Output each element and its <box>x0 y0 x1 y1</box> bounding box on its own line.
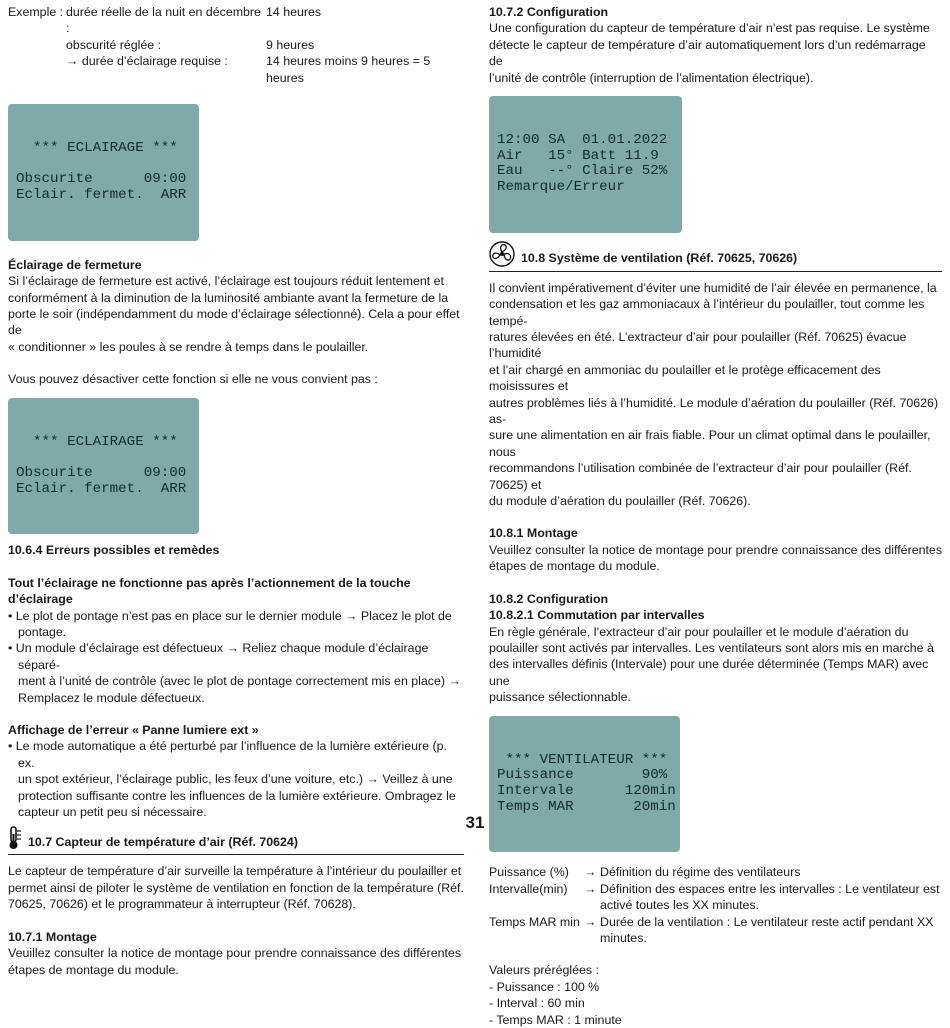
paragraph-line: sure une alimentation en air frais fiable. Pour un climat optimal dans le poulailler, nous <box>489 428 931 459</box>
bullet-line: • Un module d’éclairage est défectueux → Reliez chaque module d’éclairage séparé- <box>8 641 429 672</box>
example-key-1: durée réelle de la nuit en décembre : <box>66 5 261 36</box>
bullet-line: ment à l’unité de contrôle (avec le plot de pontage correctement mis en place) → <box>18 674 461 689</box>
lcd-line <box>16 450 191 466</box>
paragraph-line: Une configuration du capteur de température d’air n’est pas requise. Le système <box>489 21 930 36</box>
heading-errors: 10.6.4 Erreurs possibles et remèdes <box>8 543 220 558</box>
lcd-line: Eau --° Claire 52% <box>497 163 668 180</box>
paragraph-line: condensation et les gaz ammoniacaux à l’intérieur du poulailler, tout comme les tempé- <box>489 297 925 328</box>
heading-10-7-1: 10.7.1 Montage <box>8 929 97 944</box>
section-header-10-8 <box>489 241 942 272</box>
def-desc: Durée de la ventilation : Le ventilateur reste actif pendant XX <box>600 914 934 929</box>
lcd-display-eclairage-1 <box>8 104 199 241</box>
lcd-line: 12:00 SA 01.01.2022 <box>497 132 668 149</box>
paragraph-line: Il convient impérativement d’éviter une humidité de l’air élevée en permanence, la <box>489 280 937 295</box>
example-value-2: 9 heures <box>266 37 315 52</box>
definition-list <box>489 864 942 946</box>
paragraph-line: permet ainsi de piloter le système de ventilation en fonction de la température (Réf. <box>8 880 464 895</box>
lcd-line: *** ECLAIRAGE *** <box>16 433 178 450</box>
preset-item: - Interval : 60 min <box>489 996 585 1011</box>
paragraph-line: conformément à la diminution de la luminosité ambiante avant la fermeture de la <box>8 290 449 305</box>
heading-10-7-2: 10.7.2 Configuration <box>489 5 609 19</box>
paragraph-line: l’unité de contrôle (interruption de l’alimentation électrique). <box>489 70 814 85</box>
def-desc-cont: activé toutes les XX minutes. <box>600 898 760 913</box>
heading-eclairage-fermeture: Éclairage de fermeture <box>8 257 142 272</box>
paragraph-line: étapes de montage du module. <box>489 559 660 574</box>
paragraph-line: En règle générale, l’extracteur d’air pour poulailler et le module d’aération du <box>489 624 909 639</box>
example-value-3: 14 heures moins 9 heures = 5 heures <box>266 54 431 85</box>
lcd-line: *** VENTILATEUR *** <box>497 751 668 768</box>
lcd-display-status <box>489 96 682 233</box>
def-term: Temps MAR min <box>489 914 580 929</box>
arrow-icon: → <box>584 865 597 880</box>
page-number: 31 <box>465 813 485 832</box>
example-block <box>8 4 464 86</box>
heading-error-1-cont: d’éclairage <box>8 592 73 607</box>
lcd-line <box>16 157 191 173</box>
arrow-icon: → <box>584 914 597 929</box>
def-desc: Définition des espaces entre les intervalles : Le ventilateur est <box>600 881 940 896</box>
heading-10-8-2: 10.8.2 Configuration <box>489 591 609 606</box>
bullet-line: capteur un petit peu si nécessaire. <box>18 805 207 820</box>
lcd-display-ventilateur <box>489 716 680 853</box>
paragraph-line: Le capteur de température d’air surveille la température à l’intérieur du poulailler et <box>8 864 462 879</box>
paragraph-line: du module d’aération du poulailler (Réf. 70626). <box>489 494 751 509</box>
paragraph-line: porte le soir (indépendamment du mode d’éclairage sélectionné). Cela a pour effet de <box>8 307 460 338</box>
paragraph-line: recommandons l’utilisation combinée de l’extracteur d’air pour poulailler (Réf. 70625) et <box>489 461 912 492</box>
section-title-10-8: 10.8 Système de ventilation (Réf. 70625, 70626) <box>521 251 798 266</box>
def-term: Puissance (%) <box>489 865 569 880</box>
example-key-2: obscurité réglée : <box>66 37 162 52</box>
paragraph-line: Veuillez consulter la notice de montage pour prendre connaissance des différentes <box>8 946 462 961</box>
paragraph-line: Si l’éclairage de fermeture est activé, l’éclairage est toujours réduit lentement et <box>8 274 444 289</box>
paragraph-line: « conditionner » les poules à se rendre à temps dans le poulailler. <box>8 339 369 354</box>
paragraph-line: Veuillez consulter la notice de montage pour prendre connaissance des différentes <box>489 542 943 557</box>
def-term: Intervalle(min) <box>489 881 568 896</box>
bullet-line: Remplacez le module défectueux. <box>18 690 205 705</box>
bullet-line: • Le mode automatique a été perturbé par l’influence de la lumière extérieure (p. ex. <box>8 739 447 770</box>
paragraph-line: ratures élevées en été. L’extracteur d’air pour poulailler (Réf. 70625) évacue l’humidité <box>489 330 907 361</box>
example-key-3: → durée d’éclairage requise : <box>66 54 228 69</box>
heading-error-1: Tout l’éclairage ne fonctionne pas après l’actionnement de la touche <box>8 575 411 590</box>
preset-item: - Puissance : 100 % <box>489 979 600 994</box>
lcd-line: Obscurite 09:00 <box>16 465 187 481</box>
heading-10-8-1: 10.8.1 Montage <box>489 526 578 541</box>
paragraph-line: poulailler sont activés par intervalles. Les ventilateurs sont alors mis en marche à <box>489 640 934 655</box>
heading-error-2: Affichage de l’erreur « Panne lumiere ext » <box>8 723 259 738</box>
paragraph-deactivate: Vous pouvez désactiver cette fonction si elle ne vous convient pas : <box>8 372 378 387</box>
lcd-line: Puissance 90% <box>497 767 668 784</box>
lcd-line: Remarque/Erreur <box>497 179 625 195</box>
paragraph-line: 70625, 70626) et le programmateur à interrupteur (Réf. 70628). <box>8 897 356 912</box>
paragraph-line: puissance sélectionnable. <box>489 690 631 705</box>
example-value-1: 14 heures <box>266 5 322 19</box>
lcd-display-eclairage-2 <box>8 398 199 535</box>
paragraph-line: étapes de montage du module. <box>8 962 179 977</box>
paragraph-line: détecte le capteur de température d’air automatiquement lors d’un redémarrage de <box>489 37 926 69</box>
def-desc-cont: minutes. <box>600 930 647 945</box>
lcd-line: Air 15° Batt 11.9 <box>497 147 659 164</box>
paragraph-line: autres problèmes liés à l’humidité. Le module d’aération du poulailler (Réf. 70626) as- <box>489 395 939 427</box>
lcd-line: Obscurite 09:00 <box>16 171 187 188</box>
bullet-line: protection suffisante contre les influences de la lumière extérieure. Ombragez le <box>18 788 456 803</box>
lcd-line: Eclair. fermet. ARR <box>16 187 187 203</box>
heading-10-8-2-1: 10.8.2.1 Commutation par intervalles <box>489 608 705 623</box>
bullet-line: un spot extérieur, l’éclairage public, les feux d’une voiture, etc.) → Veillez à une <box>18 772 453 787</box>
lcd-line: Intervale 120min <box>497 782 676 799</box>
paragraph-line: des intervalles définis (Intervale) pour une durée déterminée (Temps MAR) avec une <box>489 657 929 688</box>
def-desc: Définition du régime des ventilateurs <box>600 865 801 880</box>
lcd-line: *** ECLAIRAGE *** <box>16 140 178 157</box>
lcd-line: Temps MAR 20min <box>497 798 676 815</box>
right-column <box>489 4 942 1028</box>
example-label: Exemple : <box>8 5 64 19</box>
arrow-icon: → <box>584 881 597 896</box>
fan-icon <box>489 241 515 267</box>
section-title-10-7: 10.7 Capteur de température d’air (Réf. 70624) <box>28 835 298 850</box>
preset-item: - Temps MAR : 1 minute <box>489 1012 622 1027</box>
paragraph-line: et l’air chargé en ammoniac du poulailler et le protège efficacement des moisissures et <box>489 362 881 394</box>
lcd-line: Eclair. fermet. ARR <box>16 480 187 497</box>
left-column <box>8 4 464 978</box>
presets-title: Valeurs préréglées : <box>489 963 599 978</box>
bullet-line: • Le plot de pontage n’est pas en place sur le dernier module → Placez le plot de pontage. <box>8 608 452 639</box>
